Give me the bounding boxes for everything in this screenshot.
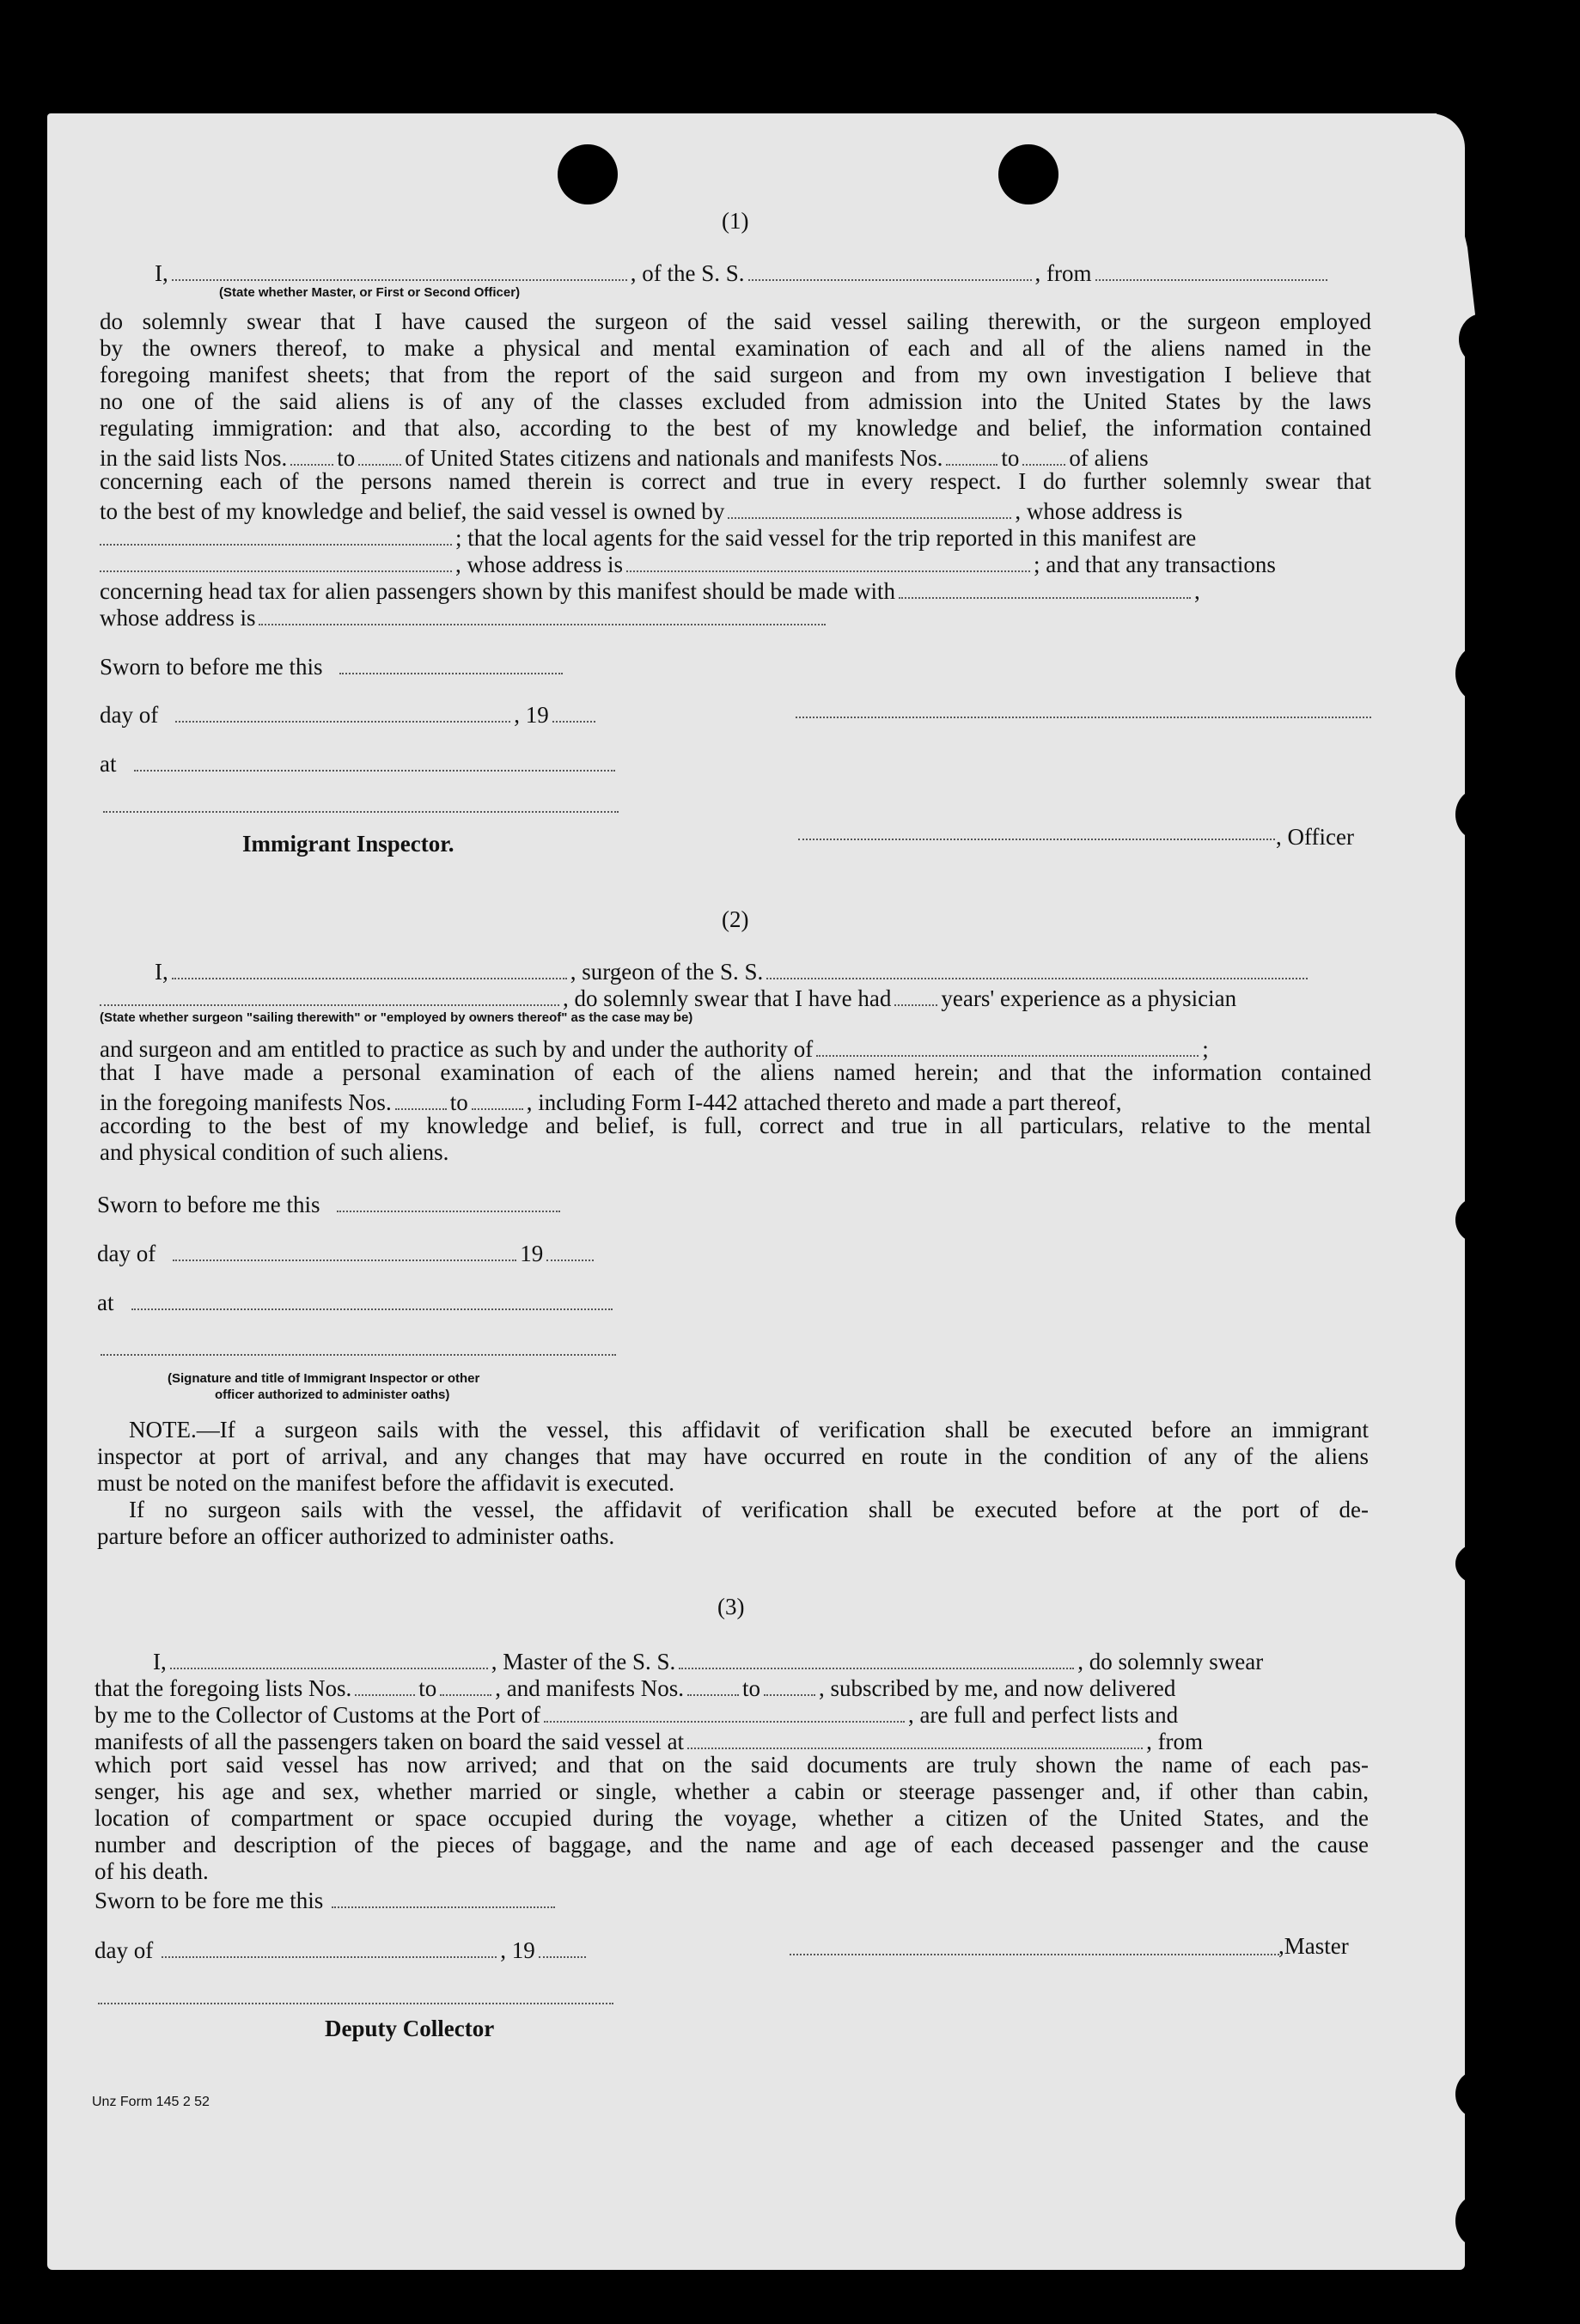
agents-line: ; that the local agents for the said vessel for the trip reported in this manifest are (100, 521, 1196, 552)
authority-line: and surgeon and am entitled to practice as such by and under the authority of ; (100, 1032, 1209, 1063)
master-note: (State whether Master, or First or Second Officer) (219, 285, 521, 300)
manifest-to-field[interactable] (1022, 441, 1065, 466)
lists-line: in the said lists Nos. to of United States citizens and nationals and manifests Nos. to of aliens (100, 441, 1149, 472)
owned-line: to the best of my knowledge and belief, the said vessel is owned by , whose address is (100, 494, 1182, 525)
manifest-to-field[interactable] (472, 1085, 523, 1110)
note-line: parture before an officer authorized to administer oaths. (97, 1523, 615, 1549)
surgeon-line: I, , surgeon of the S. S. (155, 955, 1311, 985)
para-line: do solemnly swear that I have caused the surgeon of the said vessel sailing therewith, or the surgeon employed (100, 308, 1371, 334)
lists-line: that the foregoing lists Nos. to , and manifests Nos. to , subscribed by me, and now delivered (95, 1671, 1175, 1702)
authority-field[interactable] (816, 1032, 1199, 1057)
years-field[interactable] (894, 981, 937, 1006)
master-name-field[interactable] (170, 1644, 488, 1669)
note-line: NOTE.—If a surgeon sails with the vessel, this affidavit of verification shall be executed before an immigrant (129, 1417, 1369, 1443)
officer-name-field[interactable] (798, 825, 1275, 840)
whose-line: , whose address is ; and that any transactions (100, 547, 1276, 578)
day-line: day of 19 (97, 1236, 597, 1267)
inspector-signature-field[interactable] (103, 797, 619, 813)
manifest-from-field[interactable] (946, 441, 997, 466)
para-line: number and description of the pieces of baggage, and the name and age of each deceased passenger and the cause (95, 1832, 1369, 1857)
sworn-line: Sworn to before me this (100, 650, 566, 680)
list-from-field[interactable] (290, 441, 333, 466)
inspector-label: Immigrant Inspector. (242, 831, 454, 857)
vessel-name-field[interactable] (679, 1644, 1074, 1669)
deputy-label: Deputy Collector (325, 2016, 495, 2041)
para-line: of his death. (95, 1858, 209, 1884)
port-field[interactable] (544, 1698, 905, 1723)
day-field[interactable] (173, 1236, 516, 1261)
officer-label: , Officer (1276, 824, 1354, 850)
address-line: whose address is (100, 601, 829, 631)
para-line: by the owners thereof, to make a physical and mental examination of each and all of the aliens named in the (100, 335, 1371, 361)
para-line: concerning each of the persons named therein is correct and true in every respect. I do further solemnly swear that (100, 468, 1371, 494)
list-to-field[interactable] (440, 1671, 491, 1696)
headtax-line: concerning head tax for alien passengers shown by this manifest should be made with , (100, 574, 1200, 605)
list-from-field[interactable] (355, 1671, 415, 1696)
sworn-field[interactable] (332, 1883, 555, 1908)
day-field[interactable] (175, 698, 510, 723)
section-number: (2) (722, 906, 749, 932)
surgeon-name-field[interactable] (172, 955, 567, 979)
vessel-name-field[interactable] (748, 256, 1032, 281)
sworn-line: Sworn to be fore me this (95, 1883, 558, 1914)
list-to-field[interactable] (358, 441, 401, 466)
manifests-line: manifests of all the passengers taken on board the said vessel at , from (95, 1724, 1203, 1755)
edge-hole (1455, 2071, 1498, 2118)
para-line: senger, his age and sex, whether married or single, whether a cabin or steerage passenger and, if other than cabin, (95, 1778, 1369, 1804)
owner-address-field[interactable] (100, 521, 452, 546)
at-line: at (97, 1285, 616, 1316)
year-field[interactable] (546, 1236, 594, 1261)
at-field[interactable] (131, 1285, 613, 1310)
note-line: If no surgeon sails with the vessel, the affidavit of verification shall be executed before at the port of de- (129, 1497, 1369, 1522)
para-line: and physical condition of such aliens. (100, 1139, 449, 1165)
note-line: inspector at port of arrival, and any changes that may have occurred en route in the condition of any of the aliens (97, 1443, 1369, 1469)
at-line: at (100, 747, 619, 778)
from-port-field[interactable] (1095, 256, 1327, 281)
sworn-line: Sworn to before me this (97, 1187, 564, 1218)
day-line: day of , 19 (95, 1933, 589, 1964)
day-line: day of , 19 (100, 698, 599, 729)
manifest-to-field[interactable] (764, 1671, 815, 1696)
vessel-name-field[interactable] (766, 955, 1308, 979)
headtax-address-field[interactable] (259, 601, 826, 625)
para-line: which port said vessel has now arrived; and that on the said documents are truly shown the name of each pas- (95, 1752, 1369, 1778)
year-field[interactable] (552, 698, 595, 723)
section-number: (3) (717, 1594, 745, 1619)
sworn-field[interactable] (337, 1187, 560, 1212)
edge-hole (1455, 1542, 1507, 1585)
para-line: no one of the said aliens is of any of the classes excluded from admission into the United States by the laws (100, 388, 1371, 414)
manifest-from-field[interactable] (687, 1671, 739, 1696)
edge-hole (1508, 1701, 1542, 1873)
owner-field[interactable] (728, 494, 1011, 519)
embark-port-field[interactable] (687, 1724, 1143, 1749)
edge-hole (1459, 314, 1506, 365)
punch-hole (998, 144, 1058, 204)
collector-signature-field[interactable] (98, 1989, 613, 2004)
surgeon-note: (State whether surgeon "sailing therewith" or "employed by owners thereof" as the case may be) (100, 1010, 693, 1025)
signature-note: (Signature and title of Immigrant Inspector or other (168, 1371, 480, 1386)
at-field[interactable] (134, 747, 615, 772)
day-field[interactable] (162, 1933, 497, 1958)
section-number: (1) (722, 208, 749, 234)
manifest-from-field[interactable] (395, 1085, 447, 1110)
year-field[interactable] (539, 1933, 586, 1958)
headtax-field[interactable] (899, 574, 1191, 599)
para-line: that I have made a personal examination of each of the aliens named herein; and that the information contained (100, 1059, 1371, 1085)
para-line: according to the best of my knowledge and belief, is full, correct and true in all particulars, relative to the mental (100, 1113, 1371, 1138)
surgeon-status-field[interactable] (100, 981, 559, 1006)
signature-field[interactable] (101, 1340, 616, 1356)
para-line: regulating immigration: and that also, according to the best of my knowledge and belief, the information contained (100, 415, 1371, 441)
signature-note: officer authorized to administer oaths) (215, 1388, 450, 1402)
edge-hole (1455, 2195, 1498, 2247)
officer-name-field[interactable] (172, 256, 627, 281)
master-line: I, , Master of the S. S. , do solemnly swear (153, 1644, 1263, 1675)
experience-line: , do solemnly swear that I have had years' experience as a physician (100, 981, 1236, 1012)
agents-address-field[interactable] (626, 547, 1030, 572)
para-line: location of compartment or space occupied during the voyage, whether a citizen of the United States, and the (95, 1805, 1369, 1831)
para-line: foregoing manifest sheets; that from the report of the said surgeon and from my own investigation I believe that (100, 362, 1371, 387)
punch-hole (558, 144, 618, 204)
form-number: Unz Form 145 2 52 (92, 2095, 210, 2109)
collector-line: by me to the Collector of Customs at the Port of , are full and perfect lists and (95, 1698, 1178, 1729)
sworn-field[interactable] (339, 650, 563, 674)
edge-hole (1455, 1197, 1502, 1243)
officer-signature-field[interactable] (796, 703, 1371, 718)
master-signature-field[interactable] (790, 1940, 1279, 1955)
note-line: must be noted on the manifest before the affidavit is executed. (97, 1470, 675, 1496)
edge-hole (1455, 644, 1507, 703)
torn-corner (1409, 113, 1478, 337)
agents-field[interactable] (100, 547, 452, 572)
edge-hole (1455, 789, 1503, 840)
master-line: I, , of the S. S. , from (155, 256, 1331, 287)
manifests-line: in the foregoing manifests Nos. to , including Form I-442 attached thereto and made a part thereof, (100, 1085, 1121, 1116)
master-label: ,Master (1278, 1933, 1349, 1959)
